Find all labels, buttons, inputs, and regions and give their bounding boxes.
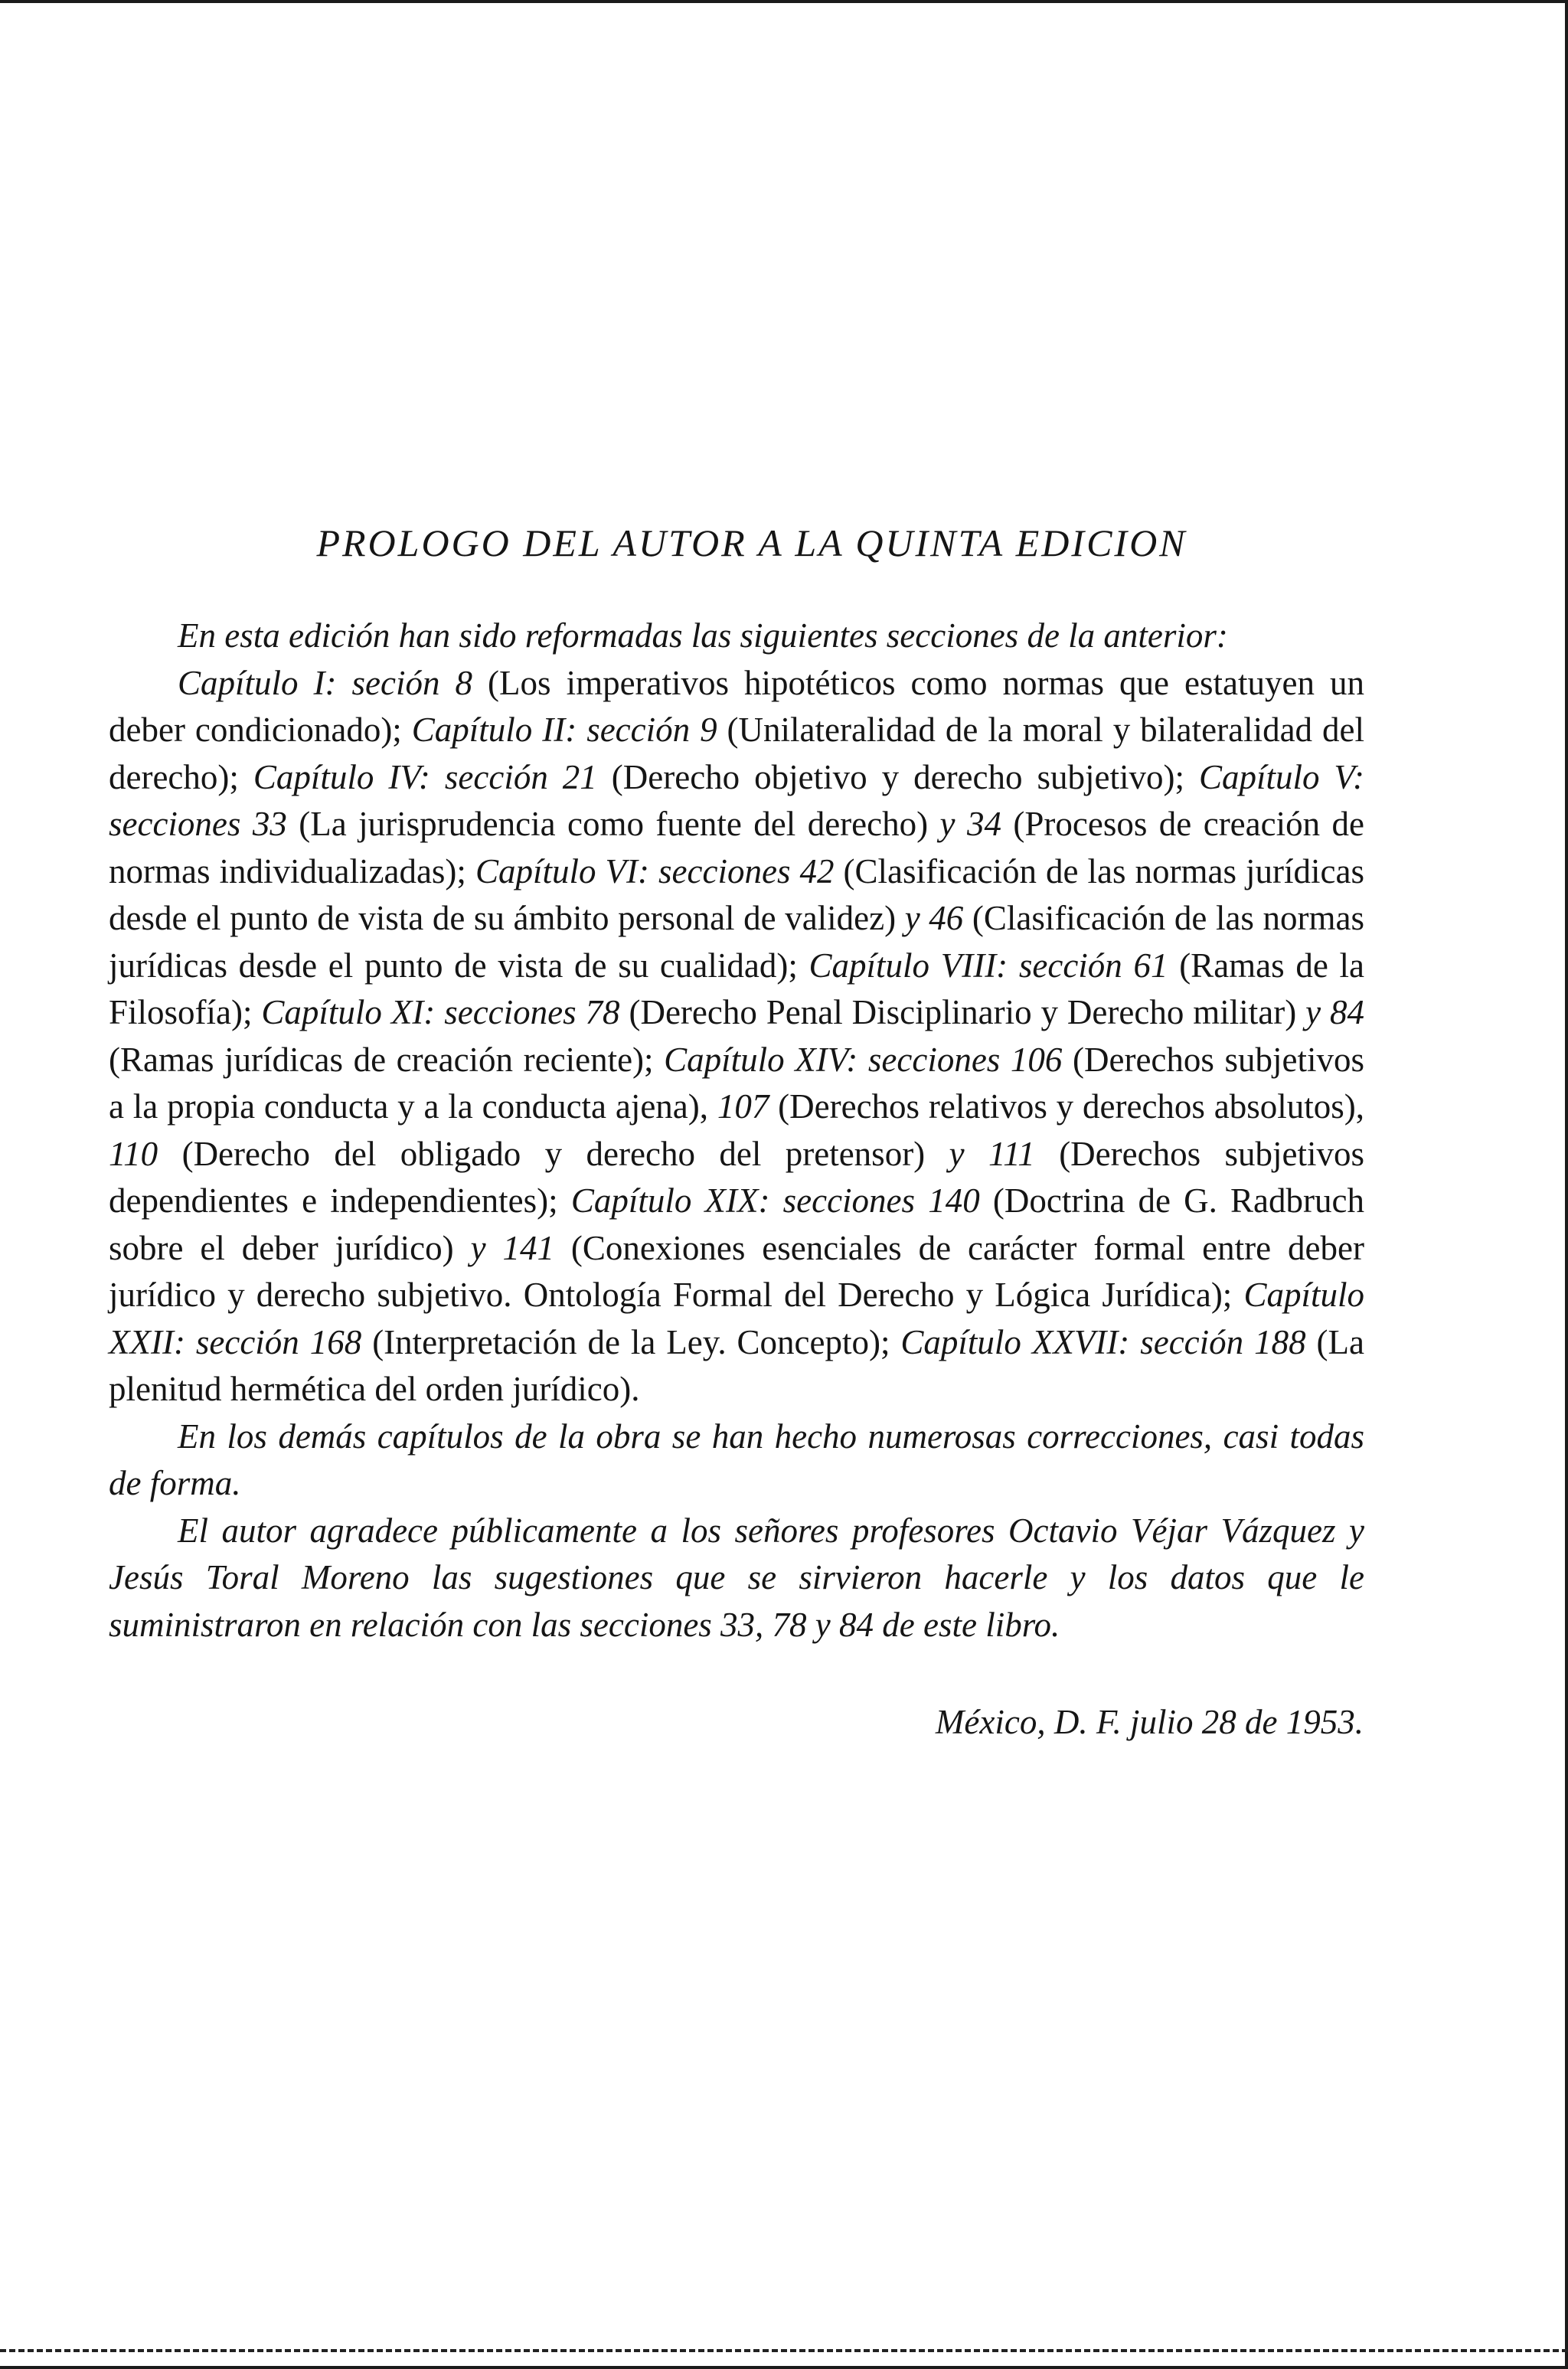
- section-reference: y 141: [470, 1228, 554, 1267]
- section-description: (Clasificación de las normas jurídicas desde el punto de vista de su ámbito personal de validez): [109, 851, 1364, 937]
- section-description: (La plenitud hermética del orden jurídico).: [109, 1322, 1364, 1408]
- section-reference: Capítulo I: seción 8: [178, 663, 473, 702]
- changes-paragraph: [109, 660, 1364, 1413]
- section-reference: y 84: [1305, 993, 1364, 1031]
- corrections-paragraph: En los demás capítulos de la obra se han hecho numerosas correcciones, casi todas de forma.: [109, 1416, 1364, 1502]
- section-description: (Derecho del obligado y derecho del pretensor): [158, 1134, 949, 1173]
- place-date-signature: México, D. F. julio 28 de 1953.: [935, 1703, 1364, 1741]
- scan-border-bottom: [0, 2366, 1568, 2369]
- section-description: (Doctrina de G. Radbruch sobre el deber jurídico): [109, 1181, 1364, 1267]
- prologue-page: [109, 521, 1364, 1742]
- acknowledgements-paragraph: El autor agradece públicamente a los señores profesores Octavio Véjar Vázquez y Jesús Toral Moreno las sugestiones que se sirvieron hacerle y los datos que le suministraron en relación con las secciones 33, 78 y 84 de este libro.: [109, 1511, 1364, 1644]
- section-reference: Capítulo XIV: secciones 106: [664, 1040, 1063, 1079]
- section-description: (Derecho objetivo y derecho subjetivo);: [596, 757, 1199, 796]
- section-reference: Capítulo XI: secciones 78: [261, 993, 620, 1031]
- section-description: (Clasificación de las normas jurídicas desde el punto de vista de su cualidad);: [109, 899, 1364, 985]
- section-reference: 107: [717, 1087, 769, 1126]
- section-description: (Interpretación de la Ley. Concepto);: [361, 1322, 901, 1361]
- section-description: (Los imperativos hipotéticos como normas que estatuyen un deber condicionado);: [109, 663, 1364, 749]
- section-reference: Capítulo V: secciones 33: [109, 757, 1364, 843]
- section-reference: y 34: [939, 805, 1001, 843]
- section-reference: Capítulo VI: secciones 42: [475, 851, 835, 890]
- section-description: (Derecho Penal Disciplinario y Derecho militar): [619, 993, 1306, 1031]
- section-reference: Capítulo VIII: sección 61: [808, 946, 1168, 985]
- scan-border-top: [0, 0, 1568, 3]
- section-reference: Capítulo XIX: secciones 140: [570, 1181, 980, 1220]
- section-description: (Conexiones esenciales de carácter formal entre deber jurídico y derecho subjetivo. Ontología Formal del Derecho y Lógica Jurídica);: [109, 1228, 1364, 1314]
- section-description: (Procesos de creación de normas individualizadas);: [109, 805, 1365, 890]
- section-description: (Ramas jurídicas de creación reciente);: [109, 1040, 665, 1079]
- section-description: (Derechos relativos y derechos absolutos),: [769, 1087, 1365, 1126]
- intro-paragraph: En esta edición han sido reformadas las siguientes secciones de la anterior:: [178, 616, 1228, 655]
- section-reference: Capítulo XXII: sección 168: [109, 1276, 1364, 1361]
- scan-border-right: [1565, 0, 1568, 2369]
- section-reference: 110: [109, 1134, 158, 1173]
- section-reference: Capítulo II: sección 9: [411, 711, 717, 749]
- section-reference: Capítulo XXVII: sección 188: [900, 1322, 1306, 1361]
- bottom-dashed-rule: [0, 2349, 1568, 2352]
- section-description: (Derechos subjetivos a la propia conducta y a la conducta ajena),: [109, 1040, 1365, 1126]
- section-reference: y 111: [949, 1134, 1035, 1173]
- section-description: (La jurisprudencia como fuente del derecho): [286, 805, 940, 843]
- section-reference: Capítulo IV: sección 21: [253, 757, 597, 796]
- section-description: (Derechos subjetivos dependientes e independientes);: [109, 1134, 1365, 1220]
- section-description: (Ramas de la Filosofía);: [109, 946, 1364, 1031]
- section-description: (Unilateralidad de la moral y bilateralidad del derecho);: [109, 711, 1364, 796]
- section-reference: y 46: [904, 899, 964, 937]
- prologue-heading: PROLOGO DEL AUTOR A LA QUINTA EDICION: [316, 521, 1187, 564]
